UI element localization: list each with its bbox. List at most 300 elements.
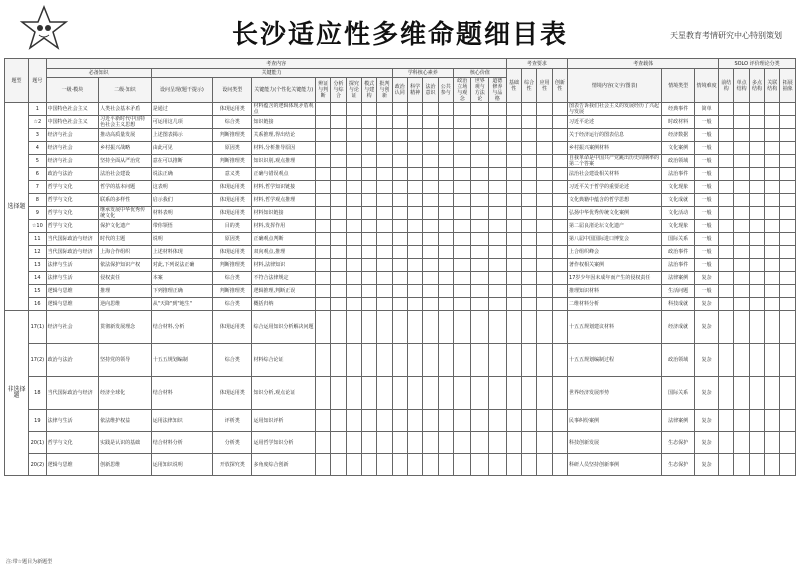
capability-cell: 材料,分析推导原因 [252, 142, 316, 155]
solo-cell [749, 233, 764, 246]
rating-cell [537, 220, 552, 233]
rating-cell [392, 410, 407, 432]
rating-cell [438, 207, 453, 220]
rating-cell [346, 285, 361, 298]
rating-cell [392, 432, 407, 454]
rating-cell [407, 207, 422, 220]
rating-cell [392, 142, 407, 155]
solo-cell [734, 181, 749, 194]
solo-cell [780, 454, 796, 476]
rating-cell [346, 233, 361, 246]
question-prompt-cell: 说明 [151, 233, 212, 246]
rating-cell [392, 344, 407, 377]
question-prompt-cell: 结合材料,分析 [151, 311, 212, 344]
context-type-cell: 时政材料 [662, 116, 695, 129]
question-prompt-cell: 运用法律知识 [151, 410, 212, 432]
rating-cell [361, 285, 376, 298]
rating-cell [331, 116, 346, 129]
context-type-cell: 法律案例 [662, 410, 695, 432]
rating-cell [537, 129, 552, 142]
solo-cell [749, 285, 764, 298]
solo-cell [765, 410, 780, 432]
difficulty-cell: 一般 [695, 116, 719, 129]
solo-cell [734, 220, 749, 233]
rating-cell [522, 377, 537, 410]
solo-cell [734, 410, 749, 432]
rating-cell [346, 454, 361, 476]
col-comprehensive-header: 综合性 [522, 69, 537, 103]
context-cell: 乡村振兴案例材料 [568, 142, 662, 155]
rating-cell [522, 285, 537, 298]
rating-cell [537, 410, 552, 432]
rating-cell [346, 311, 361, 344]
question-number-cell: 13 [29, 259, 47, 272]
rating-cell [438, 344, 453, 377]
knowledge-cell: 时代的主题 [99, 233, 152, 246]
rating-cell [522, 272, 537, 285]
solo-cell [749, 377, 764, 410]
rating-cell [331, 454, 346, 476]
question-number-cell: 18 [29, 377, 47, 410]
question-number-cell: 12 [29, 246, 47, 259]
col-difficulty-header: 情境难度 [695, 69, 719, 103]
rating-cell [377, 155, 392, 168]
rating-cell [392, 207, 407, 220]
rating-cell [392, 311, 407, 344]
rating-cell [377, 311, 392, 344]
rating-cell [488, 298, 506, 311]
rating-cell [423, 285, 438, 298]
rating-cell [506, 246, 521, 259]
rating-cell [316, 116, 331, 129]
solo-cell [734, 207, 749, 220]
rating-cell [316, 246, 331, 259]
rating-cell [453, 432, 471, 454]
rating-cell [423, 432, 438, 454]
solo-cell [780, 246, 796, 259]
solo-cell [765, 272, 780, 285]
context-cell: 法治社会建设相关材料 [568, 168, 662, 181]
rating-cell [522, 246, 537, 259]
capability-cell: 材料知识链接 [252, 207, 316, 220]
question-type-cell: 体现运用类 [213, 207, 252, 220]
solo-cell [780, 410, 796, 432]
rating-cell [361, 410, 376, 432]
rating-cell [346, 344, 361, 377]
question-type-cell: 意义类 [213, 168, 252, 181]
question-type-cell: 综合类 [213, 344, 252, 377]
knowledge-cell: 保护文化遗产 [99, 220, 152, 233]
solo-cell [734, 155, 749, 168]
rating-cell [522, 344, 537, 377]
rating-cell [407, 116, 422, 129]
question-number-cell: 3 [29, 129, 47, 142]
rating-cell [423, 103, 438, 116]
rating-cell [316, 142, 331, 155]
question-type-cell: 综合类 [213, 272, 252, 285]
context-cell: 图表告诉我们社会主义的发展经历了兴起与发展 [568, 103, 662, 116]
difficulty-cell: 一般 [695, 129, 719, 142]
rating-cell [316, 207, 331, 220]
rating-cell [331, 220, 346, 233]
context-type-cell: 国际关系 [662, 377, 695, 410]
module-cell: 当代国际政治与经济 [46, 233, 99, 246]
rating-cell [377, 410, 392, 432]
solo-cell [765, 142, 780, 155]
question-type-cell: 体现运用类 [213, 377, 252, 410]
rating-cell [522, 410, 537, 432]
rating-cell [423, 259, 438, 272]
table-row [5, 142, 796, 155]
module-cell: 逻辑与思维 [46, 285, 99, 298]
table-row [5, 246, 796, 259]
solo-cell [719, 129, 734, 142]
rating-cell [506, 344, 521, 377]
rating-cell [537, 246, 552, 259]
rating-cell [407, 220, 422, 233]
knowledge-cell: 经济全球化 [99, 377, 152, 410]
rating-cell [377, 272, 392, 285]
rating-cell [316, 259, 331, 272]
rating-cell [316, 285, 331, 298]
knowledge-cell: 法治社会建设 [99, 168, 152, 181]
rating-cell [471, 311, 489, 344]
capability-cell: 材料,哲学观点推理 [252, 194, 316, 207]
question-prompt-cell: 结合材料分析 [151, 432, 212, 454]
rating-cell [377, 285, 392, 298]
context-type-cell: 生态保护 [662, 454, 695, 476]
solo-cell [780, 207, 796, 220]
rating-cell [506, 298, 521, 311]
solo-cell [749, 454, 764, 476]
solo-cell [765, 246, 780, 259]
rating-cell [361, 142, 376, 155]
rating-cell [488, 272, 506, 285]
solo-cell [780, 259, 796, 272]
rating-cell [361, 129, 376, 142]
difficulty-cell: 简单 [695, 103, 719, 116]
rating-cell [453, 116, 471, 129]
knowledge-cell: 联系的多样性 [99, 194, 152, 207]
rating-cell [377, 298, 392, 311]
solo-cell [780, 103, 796, 116]
rating-cell [346, 116, 361, 129]
rating-cell [488, 233, 506, 246]
module-cell: 哲学与文化 [46, 207, 99, 220]
rating-cell [506, 116, 521, 129]
solo-cell [749, 103, 764, 116]
rating-cell [552, 207, 567, 220]
solo-cell [734, 142, 749, 155]
capability-cell: 不符合法律规定 [252, 272, 316, 285]
rating-cell [331, 285, 346, 298]
solo-cell [719, 377, 734, 410]
col-innovative-header: 创新性 [552, 69, 567, 103]
rating-cell [361, 377, 376, 410]
group-label-nonchoice: 非选择题 [5, 311, 29, 476]
solo-cell [749, 272, 764, 285]
rating-cell [552, 410, 567, 432]
difficulty-cell: 复杂 [695, 298, 719, 311]
rating-cell [552, 298, 567, 311]
knowledge-cell: 创新思维 [99, 454, 152, 476]
rating-cell [331, 233, 346, 246]
context-cell: 世界经济发展形势 [568, 377, 662, 410]
ability-header: 关键能力 [151, 69, 392, 78]
question-number-cell: 11 [29, 233, 47, 246]
table-row [5, 207, 796, 220]
context-cell: 习近平关于哲学的重要论述 [568, 181, 662, 194]
solo-cell [749, 168, 764, 181]
solo-cell [749, 259, 764, 272]
rating-cell [407, 410, 422, 432]
knowledge-cell: 实践是认识的基础 [99, 432, 152, 454]
rating-cell [316, 155, 331, 168]
table-row [5, 432, 796, 454]
rating-cell [438, 181, 453, 194]
capability-cell: 知识链接 [252, 116, 316, 129]
rating-cell [438, 194, 453, 207]
rating-cell [453, 129, 471, 142]
context-cell: 民事纠纷案例 [568, 410, 662, 432]
rating-cell [346, 432, 361, 454]
rating-cell [346, 194, 361, 207]
col-val1-header: 政治立场与观念 [453, 78, 471, 103]
context-cell: 二维材料分析 [568, 298, 662, 311]
solo-cell [719, 155, 734, 168]
question-type-cell: 原因类 [213, 233, 252, 246]
rating-cell [407, 233, 422, 246]
rating-cell [438, 410, 453, 432]
rating-cell [471, 207, 489, 220]
solo-cell [749, 410, 764, 432]
rating-cell [377, 116, 392, 129]
table-row [5, 168, 796, 181]
question-number-cell: 16 [29, 298, 47, 311]
rating-cell [438, 220, 453, 233]
solo-cell [734, 259, 749, 272]
solo-cell [734, 432, 749, 454]
rating-cell [331, 259, 346, 272]
rating-cell [331, 155, 346, 168]
module-cell: 法律与生活 [46, 259, 99, 272]
rating-cell [552, 246, 567, 259]
rating-cell [506, 259, 521, 272]
rating-cell [361, 233, 376, 246]
rating-cell [361, 194, 376, 207]
knowledge-cell: 继承发展中华优秀传统文化 [99, 207, 152, 220]
difficulty-cell: 复杂 [695, 410, 719, 432]
solo-cell [734, 194, 749, 207]
solo-cell [765, 155, 780, 168]
rating-cell [331, 410, 346, 432]
rating-cell [331, 181, 346, 194]
col-context-type-header: 情境类型 [662, 69, 695, 103]
rating-cell [331, 246, 346, 259]
question-prompt-cell: 意在可以推断 [151, 155, 212, 168]
difficulty-cell: 复杂 [695, 454, 719, 476]
knowledge-cell: 坚持党的领导 [99, 344, 152, 377]
rating-cell [506, 285, 521, 298]
solo-cell [719, 410, 734, 432]
table-row [5, 285, 796, 298]
rating-cell [407, 344, 422, 377]
question-prompt-cell: 可运用这几项 [151, 116, 212, 129]
question-type-cell: 评析类 [213, 410, 252, 432]
col-ab5-header: 批判与创新 [377, 78, 392, 103]
table-row [5, 410, 796, 432]
context-cell: 上合组织峰会 [568, 246, 662, 259]
module-cell: 哲学与文化 [46, 432, 99, 454]
question-number-cell: 9 [29, 207, 47, 220]
solo-cell [780, 181, 796, 194]
module-cell: 经济与社会 [46, 142, 99, 155]
rating-cell [438, 285, 453, 298]
question-type-cell: 判断推理类 [213, 285, 252, 298]
solo-cell [765, 207, 780, 220]
capability-cell: 材料,发挥作用 [252, 220, 316, 233]
question-type-cell: 体现运用类 [213, 246, 252, 259]
rating-cell [377, 207, 392, 220]
rating-cell [316, 233, 331, 246]
col-question-type-header: 设问类型 [213, 78, 252, 103]
rating-cell [471, 168, 489, 181]
col-ab4-header: 模式与建构 [361, 78, 376, 103]
rating-cell [522, 116, 537, 129]
question-number-cell: 17(2) [29, 344, 47, 377]
question-number-cell: 17(1) [29, 311, 47, 344]
knowledge-cell: 依法维护权益 [99, 410, 152, 432]
rating-cell [552, 168, 567, 181]
rating-cell [506, 194, 521, 207]
difficulty-cell: 一般 [695, 285, 719, 298]
rating-cell [471, 344, 489, 377]
context-type-cell: 生态保护 [662, 432, 695, 454]
knowledge-cell: 推理 [99, 285, 152, 298]
rating-cell [552, 311, 567, 344]
module-cell: 哲学与文化 [46, 220, 99, 233]
question-type-cell: 目的类 [213, 220, 252, 233]
rating-cell [346, 259, 361, 272]
context-cell: 关于经济运行的图表信息 [568, 129, 662, 142]
rating-cell [488, 259, 506, 272]
rating-cell [537, 259, 552, 272]
table-row [5, 103, 796, 116]
difficulty-cell: 一般 [695, 155, 719, 168]
context-type-cell: 文化现象 [662, 181, 695, 194]
solo-cell [719, 168, 734, 181]
context-type-cell: 文化成就 [662, 194, 695, 207]
context-cell: 第二届良渚论坛文化遗产 [568, 220, 662, 233]
col-solo4-header: 关联结构 [765, 69, 780, 103]
rating-cell [522, 207, 537, 220]
table-body [5, 103, 796, 476]
module-cell: 逻辑与思维 [46, 298, 99, 311]
rating-cell [552, 344, 567, 377]
solo-cell [765, 194, 780, 207]
rating-cell [377, 142, 392, 155]
rating-cell [438, 155, 453, 168]
rating-cell [438, 432, 453, 454]
rating-cell [537, 168, 552, 181]
rating-cell [407, 168, 422, 181]
question-type-cell: 原因类 [213, 142, 252, 155]
rating-cell [552, 454, 567, 476]
rating-cell [488, 377, 506, 410]
context-type-cell: 政治领域 [662, 344, 695, 377]
rating-cell [537, 454, 552, 476]
rating-cell [537, 116, 552, 129]
rating-cell [506, 311, 521, 344]
question-number-cell: 5 [29, 155, 47, 168]
rating-cell [361, 432, 376, 454]
exam-context-header: 考查载体 [568, 59, 719, 69]
question-prompt-cell: 上述图表揭示 [151, 129, 212, 142]
solo-cell [719, 432, 734, 454]
col-solo5-header: 拓展抽象 [780, 69, 796, 103]
rating-cell [506, 207, 521, 220]
rating-cell [377, 344, 392, 377]
capability-cell: 正确与错误观点 [252, 168, 316, 181]
rating-cell [438, 311, 453, 344]
rating-cell [438, 259, 453, 272]
rating-cell [423, 194, 438, 207]
solo-cell [719, 207, 734, 220]
context-cell: 十五五规划编制过程 [568, 344, 662, 377]
knowledge-cell: 上海合作组织 [99, 246, 152, 259]
col-val2-header: 世界观与方法论 [471, 78, 489, 103]
rating-cell [438, 377, 453, 410]
col-number-header: 题号 [29, 59, 47, 103]
rating-cell [423, 298, 438, 311]
rating-cell [392, 377, 407, 410]
knowledge-cell: 依法保护知识产权 [99, 259, 152, 272]
rating-cell [316, 272, 331, 285]
context-type-cell: 政治领域 [662, 155, 695, 168]
rating-cell [423, 181, 438, 194]
difficulty-cell: 一般 [695, 168, 719, 181]
rating-cell [506, 220, 521, 233]
rating-cell [471, 259, 489, 272]
solo-cell [734, 377, 749, 410]
solo-cell [780, 233, 796, 246]
rating-cell [471, 410, 489, 432]
solo-cell [780, 168, 796, 181]
solo-cell [749, 311, 764, 344]
rating-cell [423, 246, 438, 259]
rating-cell [346, 155, 361, 168]
rating-cell [537, 155, 552, 168]
exam-req-header: 考查要求 [506, 59, 567, 69]
rating-cell [392, 155, 407, 168]
solo-cell [749, 432, 764, 454]
rating-cell [453, 298, 471, 311]
col-val3-header: 道德修养与品格 [488, 78, 506, 103]
rating-cell [522, 168, 537, 181]
capability-cell: 关系推理,得出结论 [252, 129, 316, 142]
question-number-cell: 7 [29, 181, 47, 194]
rating-cell [346, 410, 361, 432]
difficulty-cell: 一般 [695, 233, 719, 246]
question-type-cell: 开放探究类 [213, 454, 252, 476]
capability-cell: 概括归纳 [252, 298, 316, 311]
rating-cell [407, 298, 422, 311]
solo-cell [734, 246, 749, 259]
rating-cell [377, 168, 392, 181]
rating-cell [438, 233, 453, 246]
rating-cell [346, 220, 361, 233]
capability-cell: 材料,哲学知识链接 [252, 181, 316, 194]
